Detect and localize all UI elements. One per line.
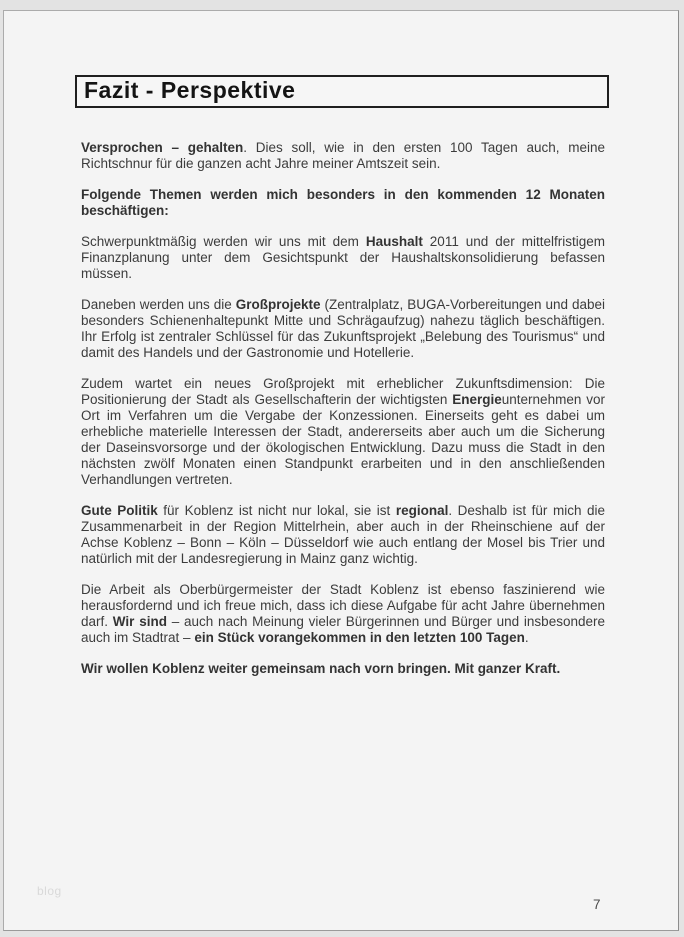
title-box bbox=[75, 75, 609, 108]
page-title: Fazit - Perspektive bbox=[84, 77, 296, 103]
paragraph: Zudem wartet ein neues Großprojekt mit erheblicher Zukunftsdimension: Die Positionierung der Stadt als Gesellschafterin der wichtigsten Energieunternehmen vor Ort im Verfahren um die Vergabe der Konzessionen. Einerseits geht es dabei um erhebliche materielle Interessen der Stadt, andererseits aber auch um die Sicherung der Daseinsvorsorge und der ökologischen Entwicklung. Dazu muss die Stadt in den nächsten zwölf Monaten einen Standpunkt erarbeiten und in den anschließenden Verhandlungen vertreten. bbox=[81, 376, 605, 487]
paragraph: Daneben werden uns die Großprojekte (Zentralplatz, BUGA-Vorbereitungen und dabei besonders Schienenhaltepunkt Mitte und Schrägaufzug) nahezu täglich beschäftigen. Ihr Erfolg ist zentraler Schlüssel für das Zukunftsprojekt „Belebung des Tourismus“ und damit des Handels und der Gastronomie und Hotellerie. bbox=[81, 297, 606, 360]
paragraph: Wir wollen Koblenz weiter gemeinsam nach vorn bringen. Mit ganzer Kraft. bbox=[81, 661, 561, 676]
paragraph: Die Arbeit als Oberbürgermeister der Stadt Koblenz ist ebenso faszinierend wie herausfordernd und ich freue mich, dass ich diese Aufgabe für acht Jahre übernehmen darf. Wir sind – auch nach Meinung vieler Bürgerinnen und Bürger und insbesondere auch im Stadtrat – ein Stück vorangekommen in den letzten 100 Tagen. bbox=[81, 582, 605, 645]
paragraph: Gute Politik für Koblenz ist nicht nur lokal, sie ist regional. Deshalb ist für mich die Zusammenarbeit in der Region Mittelrhein, aber auch in der Rheinschiene auf der Achse Koblenz – Bonn – Köln – Düsseldorf wie auch entlang der Mosel bis Trier und natürlich mit der Landesregierung in Mainz ganz wichtig. bbox=[81, 503, 605, 566]
document-page bbox=[3, 10, 679, 931]
paragraph: Folgende Themen werden mich besonders in den kommenden 12 Monaten beschäftigen: bbox=[81, 187, 605, 218]
page-number: 7 bbox=[593, 897, 601, 912]
paragraph: Schwerpunktmäßig werden wir uns mit dem Haushalt 2011 und der mittelfristigem Finanzplanung unter dem Gesichtspunkt der Haushaltskonsolidierung befassen müssen. bbox=[81, 234, 605, 281]
document-body bbox=[81, 140, 605, 692]
watermark: blog bbox=[37, 884, 62, 898]
paragraph: Versprochen – gehalten. Dies soll, wie in den ersten 100 Tagen auch, meine Richtschnur für die ganzen acht Jahre meiner Amtszeit sein. bbox=[81, 140, 605, 171]
